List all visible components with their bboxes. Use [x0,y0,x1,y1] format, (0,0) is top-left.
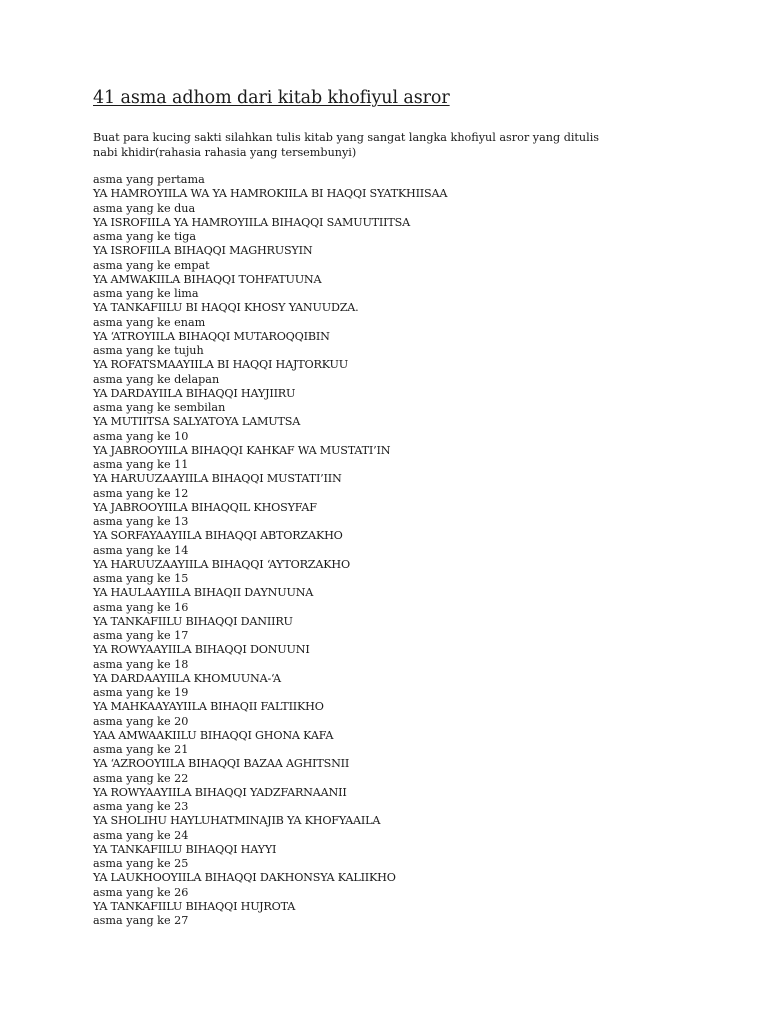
asma-label: asma yang ke 25 [93,857,189,870]
asma-text: YA ISROFIILA BIHAQQI MAGHRUSYIN [93,244,313,258]
document-title: 41 asma adhom dari kitab khofiyul asror [93,88,450,108]
asma-text: YA MAHKAAYAYIILA BIHAQII FALTIIKHO [93,700,324,714]
asma-label: asma yang ke 10 [93,429,189,443]
asma-text: YA ‘AZROOYIILA BIHAQQI BAZAA AGHITSNII [93,757,350,771]
asma-label: asma yang ke 16 [93,600,189,614]
asma-label: asma yang ke enam [93,315,206,329]
asma-text: YA LAUKHOOYIILA BIHAQQI DAKHONSYA KALIIKHO [93,871,396,885]
asma-label: asma yang pertama [93,173,205,186]
asma-text: YA ROFATSMAAYIILA BI HAQQI HAJTORKUU [93,358,348,372]
asma-label: asma yang ke 11 [93,458,189,471]
intro-paragraph: Buat para kucing sakti silahkan tulis kitab yang sangat langka khofiyul asror yang ditulis nabi khidir(rahasia rahasia yang tersembunyi) [93,131,600,159]
asma-label: asma yang ke tujuh [93,344,204,357]
asma-text: YA DARDAYIILA BIHAQQI HAYJIIRU [93,386,296,400]
asma-label: asma yang ke tiga [93,230,197,243]
asma-label: asma yang ke 26 [93,885,189,899]
asma-text: YA TANKAFIILU BIHAQQI HAYYI [93,842,277,856]
asma-text: YA HARUUZAAYIILA BIHAQQI ‘AYTORZAKHO [93,557,350,571]
asma-text: YA TANKAFIILU BIHAQQI HUJROTA [93,899,296,913]
asma-label: asma yang ke 19 [93,686,189,699]
asma-text: YA JABROOYIILA BIHAQQIL KHOSYFAF [93,500,317,514]
asma-label: asma yang ke 22 [93,771,189,785]
asma-text: YA DARDAAYIILA KHOMUUNA-‘A [93,671,281,685]
asma-label: asma yang ke 18 [93,657,189,671]
asma-text: YA AMWAKIILA BIHAQQI TOHFATUUNA [93,272,322,286]
asma-label: asma yang ke lima [93,287,199,300]
asma-label: asma yang ke 20 [93,714,189,728]
asma-text: YA ‘ATROYIILA BIHAQQI MUTAROQQIBIN [93,329,330,343]
asma-text: YAA AMWAAKIILU BIHAQQI GHONA KAFA [93,728,334,742]
asma-text: YA MUTIITSA SALYATOYA LAMUTSA [93,415,301,429]
asma-label: asma yang ke 21 [93,743,189,756]
asma-text: YA ROWYAAYIILA BIHAQQI DONUUNI [93,643,310,657]
asma-label: asma yang ke 24 [93,828,189,842]
asma-text: YA SHOLIHU HAYLUHATMINAJIB YA KHOFYAAILA [93,814,381,828]
asma-text: YA TANKAFIILU BI HAQQI KHOSY YANUUDZA. [93,301,359,315]
asma-list [93,173,713,928]
asma-label: asma yang ke sembilan [93,401,226,414]
document-page [93,88,713,928]
asma-label: asma yang ke 17 [93,629,189,642]
asma-label: asma yang ke dua [93,201,196,215]
asma-text: YA TANKAFIILU BIHAQQI DANIIRU [93,614,293,628]
asma-label: asma yang ke empat [93,258,210,272]
asma-text: YA HAMROYIILA WA YA HAMROKIILA BI HAQQI SYATKHIISAA [93,187,448,201]
asma-label: asma yang ke 15 [93,572,189,585]
asma-label: asma yang ke 13 [93,515,189,528]
asma-label: asma yang ke 14 [93,543,189,557]
asma-text: YA ROWYAAYIILA BIHAQQI YADZFARNAANII [93,785,347,799]
asma-text: YA HARUUZAAYIILA BIHAQQI MUSTATI’IIN [93,472,342,486]
asma-text: YA ISROFIILA YA HAMROYIILA BIHAQQI SAMUUTIITSA [93,215,410,229]
asma-label: asma yang ke 27 [93,914,189,927]
asma-text: YA JABROOYIILA BIHAQQI KAHKAF WA MUSTATI’IN [93,443,391,457]
asma-label: asma yang ke delapan [93,372,220,386]
asma-label: asma yang ke 23 [93,800,189,813]
asma-text: YA HAULAAYIILA BIHAQII DAYNUUNA [93,586,314,600]
asma-label: asma yang ke 12 [93,486,189,500]
asma-text: YA SORFAYAAYIILA BIHAQQI ABTORZAKHO [93,529,343,543]
